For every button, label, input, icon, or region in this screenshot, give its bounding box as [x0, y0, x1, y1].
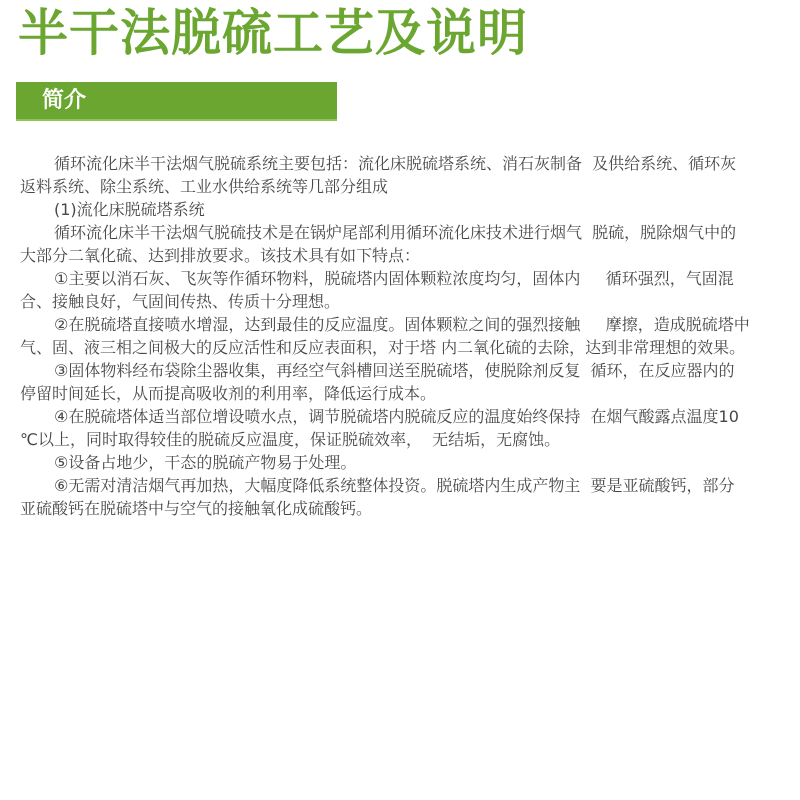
feature-item-4: ④在脱硫塔体适当部位增设喷水点，调节脱硫塔内脱硫反应的温度始终保持 在烟气酸露点温度10 [54, 407, 739, 426]
feature-item-3: ③固体物料经布袋除尘器收集，再经空气斜槽回送至脱硫塔，使脱除剂反复 循环，在反应器内的 [54, 361, 735, 380]
text-line: 返料系统、除尘系统、工业水供给系统等几部分组成 [20, 177, 389, 196]
text-line: 停留时间延长，从而提高吸收剂的利用率，降低运行成本。 [20, 384, 437, 403]
text-line: 亚硫酸钙在脱硫塔中与空气的接触氧化成硫酸钙。 [20, 499, 373, 518]
text-line: 合、接触良好，气固间传热、传质十分理想。 [20, 292, 341, 311]
text-line: 循环流化床半干法烟气脱硫系统主要包括：流化床脱硫塔系统、消石灰制备 及供给系统、循环灰 [54, 154, 737, 173]
subheading-line: (1)流化床脱硫塔系统 [54, 200, 205, 219]
feature-item-6: ⑥无需对清洁烟气再加热，大幅度降低系统整体投资。脱硫塔内生成产物主 要是亚硫酸钙，部分 [54, 476, 735, 495]
section-header-label: 简介 [42, 88, 87, 113]
feature-item-1: ①主要以消石灰、飞灰等作循环物料，脱硫塔内固体颗粒浓度均匀，固体内 循环强烈，气固混 [54, 269, 734, 288]
intro-body [20, 152, 770, 520]
text-line: 大部分二氧化硫、达到排放要求。该技术具有如下特点： [20, 246, 421, 265]
feature-item-5: ⑤设备占地少，干态的脱硫产物易于处理。 [54, 453, 357, 472]
text-line: 气、固、液三相之间极大的反应活性和反应表面积，对于塔 内二氧化硫的去除，达到非常理想的效果。 [20, 338, 746, 357]
page-title: 半干法脱硫工艺及说明 [18, 4, 528, 62]
text-line: ℃以上，同时取得较佳的脱硫反应温度，保证脱硫效率， 无结垢，无腐蚀。 [20, 430, 561, 449]
text-line: 循环流化床半干法烟气脱硫技术是在锅炉尾部利用循环流化床技术进行烟气 脱硫，脱除烟气中的 [54, 223, 737, 242]
feature-item-2: ②在脱硫塔直接喷水增湿，达到最佳的反应温度。固体颗粒之间的强烈接触 摩擦，造成脱硫塔中 [54, 315, 750, 334]
section-header-intro [16, 82, 337, 121]
